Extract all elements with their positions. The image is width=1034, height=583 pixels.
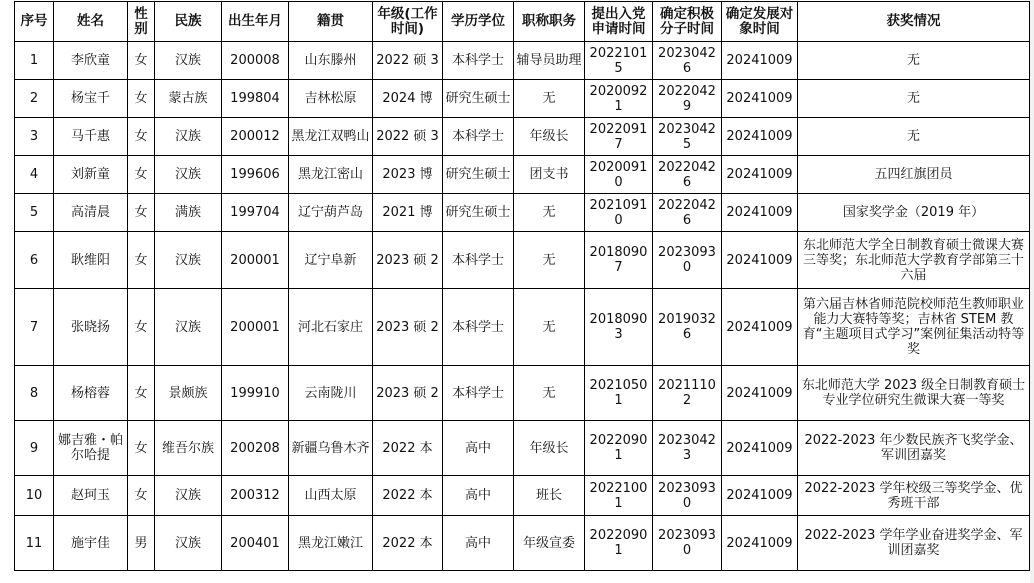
cell-position: 团支书 <box>514 156 585 194</box>
cell-grade: 2022 硕 3 <box>373 42 443 80</box>
cell-target-date: 20241009 <box>722 516 798 571</box>
cell-activist-date: 20220429 <box>653 80 722 118</box>
col-header-no: 序号 <box>15 2 54 42</box>
cell-gender: 女 <box>128 118 155 156</box>
cell-gender: 女 <box>128 366 155 421</box>
cell-origin: 山东滕州 <box>289 42 373 80</box>
cell-birth: 200001 <box>222 289 289 366</box>
cell-degree: 高中 <box>443 421 514 476</box>
col-header-apply-date: 提出入党申请时间 <box>585 2 653 42</box>
col-header-name: 姓名 <box>54 2 128 42</box>
header-row <box>15 2 1030 42</box>
col-header-degree: 学历学位 <box>443 2 514 42</box>
cell-name: 杨宝千 <box>54 80 128 118</box>
member-table <box>14 1 1030 571</box>
cell-awards: 第六届吉林省师范院校师范生教师职业能力大赛特等奖；吉林省 STEM 教育“主题项目式学习”案例征集活动特等奖 <box>798 289 1030 366</box>
cell-name: 高清晨 <box>54 194 128 232</box>
cell-name: 杨榕蓉 <box>54 366 128 421</box>
table-row <box>15 194 1030 232</box>
cell-awards: 无 <box>798 42 1030 80</box>
cell-degree: 研究生硕士 <box>443 194 514 232</box>
cell-awards: 东北师范大学全日制教育硕士微课大赛三等奖；东北师范大学教育学部第三十六届 <box>798 232 1030 289</box>
cell-activist-date: 20230425 <box>653 118 722 156</box>
cell-target-date: 20241009 <box>722 42 798 80</box>
cell-origin: 新疆乌鲁木齐 <box>289 421 373 476</box>
cell-no: 2 <box>15 80 54 118</box>
cell-no: 6 <box>15 232 54 289</box>
cell-target-date: 20241009 <box>722 232 798 289</box>
cell-activist-date: 20220426 <box>653 194 722 232</box>
cell-target-date: 20241009 <box>722 289 798 366</box>
cell-ethnicity: 汉族 <box>155 289 222 366</box>
cell-birth: 200008 <box>222 42 289 80</box>
cell-birth: 200208 <box>222 421 289 476</box>
cell-gender: 女 <box>128 194 155 232</box>
cell-no: 3 <box>15 118 54 156</box>
cell-gender: 女 <box>128 289 155 366</box>
cell-origin: 黑龙江双鸭山 <box>289 118 373 156</box>
cell-activist-date: 20230423 <box>653 421 722 476</box>
cell-degree: 高中 <box>443 476 514 516</box>
cell-no: 11 <box>15 516 54 571</box>
cell-gender: 女 <box>128 42 155 80</box>
cell-target-date: 20241009 <box>722 421 798 476</box>
col-header-birth: 出生年月 <box>222 2 289 42</box>
table-row <box>15 118 1030 156</box>
cell-grade: 2024 博 <box>373 80 443 118</box>
cell-awards: 国家奖学金（2019 年） <box>798 194 1030 232</box>
table-row <box>15 42 1030 80</box>
cell-grade: 2022 硕 3 <box>373 118 443 156</box>
cell-position: 无 <box>514 289 585 366</box>
cell-no: 9 <box>15 421 54 476</box>
cell-activist-date: 20230930 <box>653 516 722 571</box>
table-row <box>15 289 1030 366</box>
cell-origin: 辽宁葫芦岛 <box>289 194 373 232</box>
cell-grade: 2023 硕 2 <box>373 289 443 366</box>
cell-birth: 200001 <box>222 232 289 289</box>
cell-name: 娜吉雅・帕尔哈提 <box>54 421 128 476</box>
cell-activist-date: 20220426 <box>653 156 722 194</box>
cell-position: 无 <box>514 366 585 421</box>
cell-apply-date: 20221001 <box>585 476 653 516</box>
cell-apply-date: 20220917 <box>585 118 653 156</box>
cell-degree: 研究生硕士 <box>443 156 514 194</box>
cell-position: 班长 <box>514 476 585 516</box>
cell-name: 赵珂玉 <box>54 476 128 516</box>
col-header-target-date: 确定发展对象时间 <box>722 2 798 42</box>
cell-activist-date: 20230930 <box>653 232 722 289</box>
col-header-position: 职称职务 <box>514 2 585 42</box>
cell-name: 施宇佳 <box>54 516 128 571</box>
cell-degree: 本科学士 <box>443 366 514 421</box>
cell-name: 张晓扬 <box>54 289 128 366</box>
cell-ethnicity: 景颇族 <box>155 366 222 421</box>
cell-target-date: 20241009 <box>722 366 798 421</box>
cell-apply-date: 20210910 <box>585 194 653 232</box>
table-row <box>15 80 1030 118</box>
cell-ethnicity: 蒙古族 <box>155 80 222 118</box>
cell-ethnicity: 汉族 <box>155 42 222 80</box>
cell-gender: 女 <box>128 80 155 118</box>
cell-apply-date: 20180903 <box>585 289 653 366</box>
col-header-gender: 性别 <box>128 2 155 42</box>
cell-apply-date: 20200910 <box>585 156 653 194</box>
cell-degree: 本科学士 <box>443 232 514 289</box>
cell-origin: 云南陇川 <box>289 366 373 421</box>
cell-gender: 男 <box>128 516 155 571</box>
cell-origin: 辽宁阜新 <box>289 232 373 289</box>
cell-grade: 2022 本 <box>373 516 443 571</box>
cell-birth: 200012 <box>222 118 289 156</box>
cell-origin: 黑龙江嫩江 <box>289 516 373 571</box>
table-row <box>15 366 1030 421</box>
cell-target-date: 20241009 <box>722 118 798 156</box>
cell-gender: 女 <box>128 232 155 289</box>
cell-gender: 女 <box>128 421 155 476</box>
cell-awards: 无 <box>798 118 1030 156</box>
cell-grade: 2022 本 <box>373 476 443 516</box>
cell-position: 年级长 <box>514 421 585 476</box>
table-row <box>15 232 1030 289</box>
cell-origin: 山西太原 <box>289 476 373 516</box>
cell-degree: 本科学士 <box>443 289 514 366</box>
cell-position: 年级宣委 <box>514 516 585 571</box>
cell-no: 10 <box>15 476 54 516</box>
cell-apply-date: 20200921 <box>585 80 653 118</box>
cell-degree: 本科学士 <box>443 42 514 80</box>
cell-position: 辅导员助理 <box>514 42 585 80</box>
table-row <box>15 516 1030 571</box>
cell-no: 4 <box>15 156 54 194</box>
cell-ethnicity: 汉族 <box>155 476 222 516</box>
cell-birth: 199804 <box>222 80 289 118</box>
cell-name: 刘新童 <box>54 156 128 194</box>
cell-birth: 199910 <box>222 366 289 421</box>
cell-birth: 200401 <box>222 516 289 571</box>
cell-name: 耿维阳 <box>54 232 128 289</box>
cell-target-date: 20241009 <box>722 194 798 232</box>
cell-gender: 女 <box>128 156 155 194</box>
cell-target-date: 20241009 <box>722 80 798 118</box>
cell-degree: 研究生硕士 <box>443 80 514 118</box>
cell-target-date: 20241009 <box>722 156 798 194</box>
cell-no: 7 <box>15 289 54 366</box>
cell-apply-date: 20210501 <box>585 366 653 421</box>
cell-apply-date: 20180907 <box>585 232 653 289</box>
cell-ethnicity: 汉族 <box>155 156 222 194</box>
cell-position: 无 <box>514 194 585 232</box>
cell-target-date: 20241009 <box>722 476 798 516</box>
cell-apply-date: 20220901 <box>585 516 653 571</box>
table-row <box>15 156 1030 194</box>
cell-activist-date: 20211102 <box>653 366 722 421</box>
cell-degree: 本科学士 <box>443 118 514 156</box>
cell-origin: 河北石家庄 <box>289 289 373 366</box>
table-row <box>15 421 1030 476</box>
cell-origin: 吉林松原 <box>289 80 373 118</box>
cell-activist-date: 20230426 <box>653 42 722 80</box>
col-header-origin: 籍贯 <box>289 2 373 42</box>
cell-ethnicity: 汉族 <box>155 118 222 156</box>
cell-birth: 199704 <box>222 194 289 232</box>
cell-grade: 2023 博 <box>373 156 443 194</box>
cell-no: 8 <box>15 366 54 421</box>
col-header-ethnicity: 民族 <box>155 2 222 42</box>
cell-awards: 2022-2023 学年校级三等奖学金、优秀班干部 <box>798 476 1030 516</box>
sheet-edge <box>1030 0 1034 583</box>
cell-grade: 2023 硕 2 <box>373 232 443 289</box>
cell-no: 1 <box>15 42 54 80</box>
cell-ethnicity: 汉族 <box>155 516 222 571</box>
cell-apply-date: 20221015 <box>585 42 653 80</box>
cell-awards: 东北师范大学 2023 级全日制教育硕士专业学位研究生微课大赛一等奖 <box>798 366 1030 421</box>
col-header-grade: 年级(工作时间) <box>373 2 443 42</box>
cell-birth: 200312 <box>222 476 289 516</box>
cell-birth: 199606 <box>222 156 289 194</box>
cell-origin: 黑龙江密山 <box>289 156 373 194</box>
cell-apply-date: 20220901 <box>585 421 653 476</box>
cell-position: 无 <box>514 232 585 289</box>
cell-grade: 2023 硕 2 <box>373 366 443 421</box>
cell-awards: 2022-2023 学年学业奋进奖学金、军训团嘉奖 <box>798 516 1030 571</box>
cell-gender: 女 <box>128 476 155 516</box>
cell-no: 5 <box>15 194 54 232</box>
cell-activist-date: 20230930 <box>653 476 722 516</box>
cell-name: 马千惠 <box>54 118 128 156</box>
cell-ethnicity: 汉族 <box>155 232 222 289</box>
cell-awards: 五四红旗团员 <box>798 156 1030 194</box>
cell-position: 年级长 <box>514 118 585 156</box>
cell-activist-date: 20190326 <box>653 289 722 366</box>
col-header-activist-date: 确定积极分子时间 <box>653 2 722 42</box>
cell-position: 无 <box>514 80 585 118</box>
cell-name: 李欣童 <box>54 42 128 80</box>
cell-awards: 无 <box>798 80 1030 118</box>
col-header-awards: 获奖情况 <box>798 2 1030 42</box>
cell-degree: 高中 <box>443 516 514 571</box>
cell-ethnicity: 维吾尔族 <box>155 421 222 476</box>
cell-grade: 2021 博 <box>373 194 443 232</box>
cell-ethnicity: 满族 <box>155 194 222 232</box>
cell-awards: 2022-2023 年少数民族齐飞奖学金、军训团嘉奖 <box>798 421 1030 476</box>
table-row <box>15 476 1030 516</box>
cell-grade: 2022 本 <box>373 421 443 476</box>
